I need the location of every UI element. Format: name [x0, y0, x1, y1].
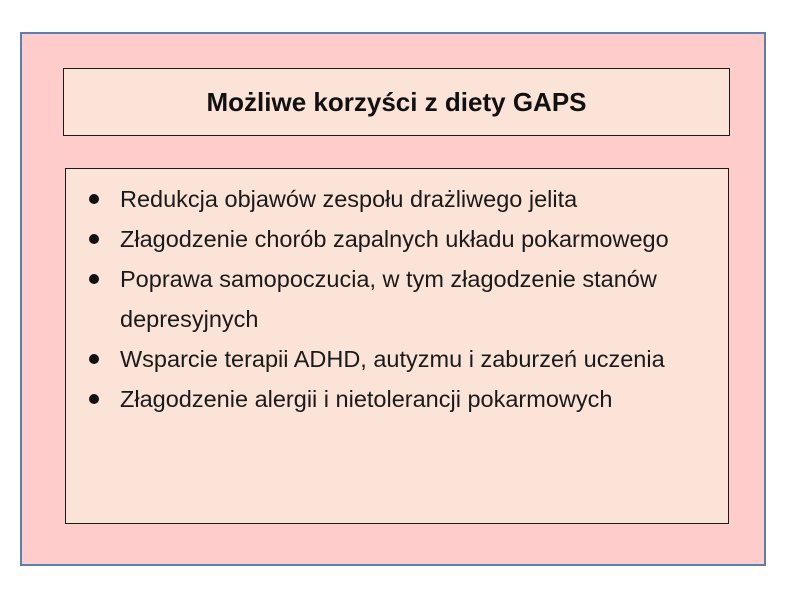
- list-item: [66, 179, 728, 219]
- list-item: [66, 219, 728, 259]
- page-title: Możliwe korzyści z diety GAPS: [206, 86, 587, 117]
- bullet-icon: [89, 274, 99, 284]
- list-item: [66, 259, 728, 339]
- list-item-text: Poprawa samopoczucia, w tym złagodzenie stanów depresyjnych: [120, 266, 657, 332]
- list-item: [66, 339, 728, 379]
- bullet-icon: [89, 354, 99, 364]
- benefits-list: [66, 179, 728, 419]
- list-item: [66, 379, 728, 419]
- bullet-icon: [89, 194, 99, 204]
- bullet-icon: [89, 394, 99, 404]
- bullet-icon: [89, 234, 99, 244]
- list-item-text: Złagodzenie alergii i nietolerancji pokarmowych: [120, 386, 613, 412]
- list-item-text: Wsparcie terapii ADHD, autyzmu i zaburzeń uczenia: [120, 346, 665, 372]
- title-box: [63, 68, 730, 136]
- list-item-text: Redukcja objawów zespołu drażliwego jelita: [120, 186, 578, 212]
- benefits-box: [65, 168, 729, 524]
- list-item-text: Złagodzenie chorób zapalnych układu pokarmowego: [120, 226, 669, 252]
